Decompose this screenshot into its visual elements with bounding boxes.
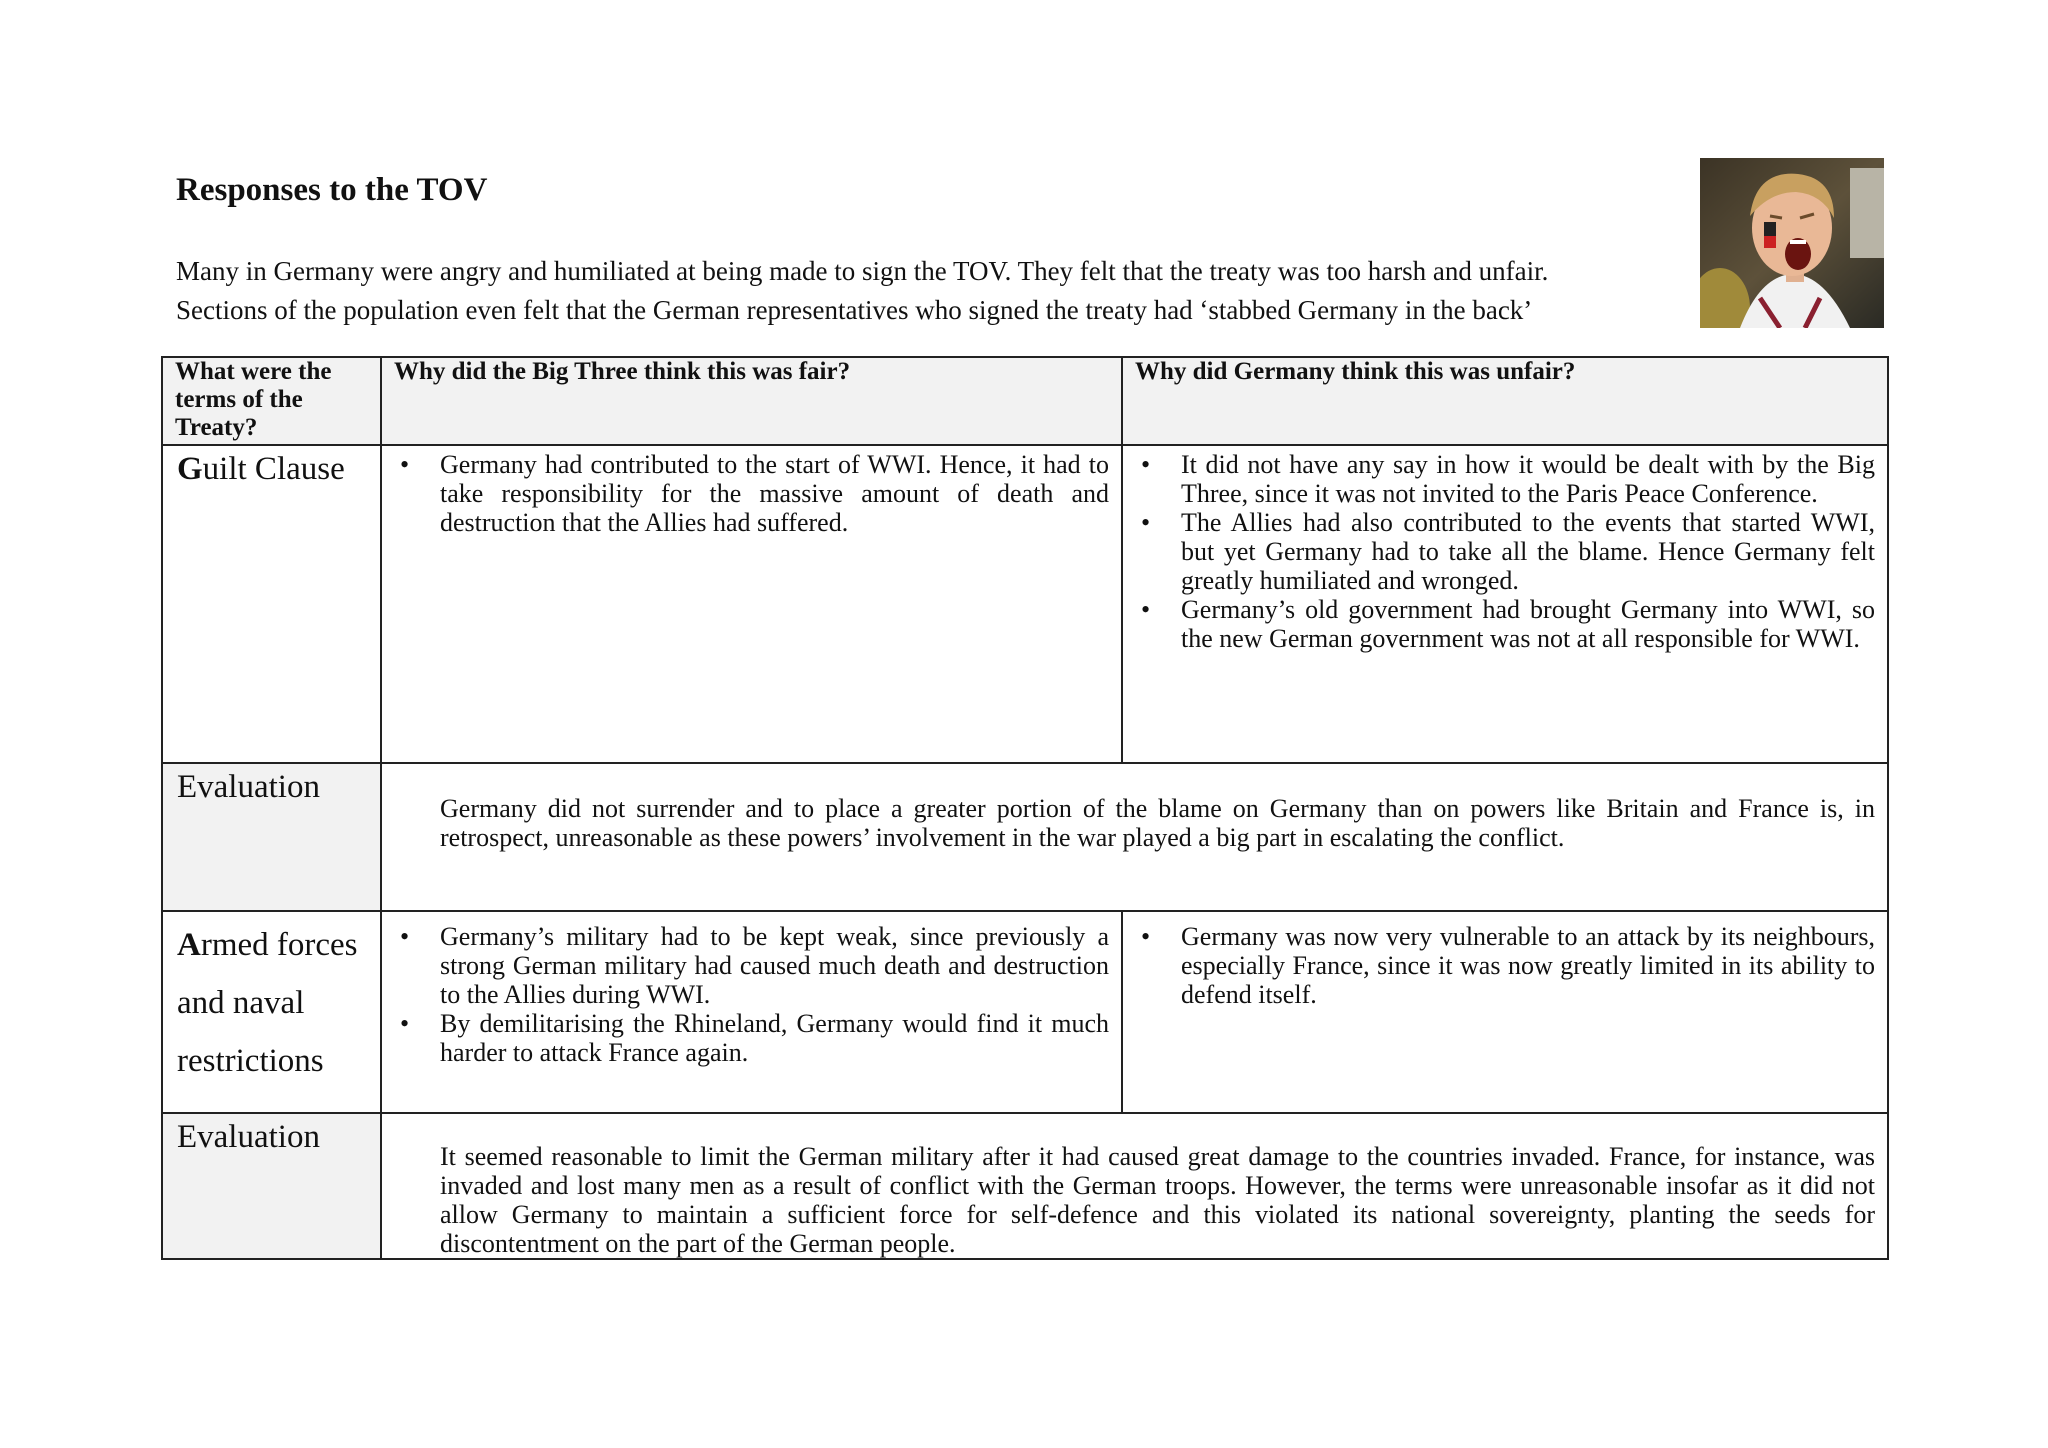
fair-cell bbox=[381, 911, 1122, 1113]
page-title: Responses to the TOV bbox=[176, 172, 488, 208]
evaluation-cell: It seemed reasonable to limit the German military after it had caused great damage to the countries invaded. France, for instance, was invaded and lost many men as a result of conflict with the German troops. However, the terms were unreasonable insofar as it did not allow Germany to maintain a sufficient force for self-defence and this violated its national sovereignty, planting the seeds for discontentment on the part of the German people. bbox=[381, 1113, 1888, 1259]
header-fair: Why did the Big Three think this was fair? bbox=[381, 357, 1122, 445]
unfair-cell bbox=[1122, 445, 1888, 763]
table-row-evaluation bbox=[162, 1113, 1888, 1259]
term-armed-forces: Armed forces and naval restrictions bbox=[162, 911, 381, 1113]
table-row-guilt-clause bbox=[162, 445, 1888, 763]
angry-boy-photo bbox=[1700, 158, 1884, 328]
term-guilt-clause: Guilt Clause bbox=[162, 445, 381, 763]
header-terms: What were the terms of the Treaty? bbox=[162, 357, 381, 445]
evaluation-label: Evaluation bbox=[162, 763, 381, 911]
list-item: • Germany’s old government had brought Germany into WWI, so the new German government was not at all responsible for WWI. bbox=[1123, 595, 1887, 653]
treaty-table bbox=[161, 356, 1889, 1260]
list-item: • Germany’s military had to be kept weak, since previously a strong German military had caused much death and destruction to the Allies during WWI. bbox=[382, 922, 1121, 1009]
table-row-evaluation bbox=[162, 763, 1888, 911]
fair-cell bbox=[381, 445, 1122, 763]
header-unfair: Why did Germany think this was unfair? bbox=[1122, 357, 1888, 445]
list-item: • Germany had contributed to the start of WWI. Hence, it had to take responsibility for the massive amount of death and destruction that the Allies had suffered. bbox=[382, 450, 1121, 537]
table-row-armed-forces bbox=[162, 911, 1888, 1113]
list-item: • The Allies had also contributed to the events that started WWI, but yet Germany had to take all the blame. Hence Germany felt greatly humiliated and wronged. bbox=[1123, 508, 1887, 595]
evaluation-cell: Germany did not surrender and to place a greater portion of the blame on Germany than on powers like Britain and France is, in retrospect, unreasonable as these powers’ involvement in the war played a big part in escalating the conflict. bbox=[381, 763, 1888, 911]
unfair-cell bbox=[1122, 911, 1888, 1113]
evaluation-label: Evaluation bbox=[162, 1113, 381, 1259]
table-header-row bbox=[162, 357, 1888, 445]
list-item: • It did not have any say in how it would be dealt with by the Big Three, since it was not invited to the Paris Peace Conference. bbox=[1123, 450, 1887, 508]
list-item: • Germany was now very vulnerable to an attack by its neighbours, especially France, since it was now greatly limited in its ability to defend itself. bbox=[1123, 922, 1887, 1009]
intro-line-2: Sections of the population even felt that the German representatives who signed the treaty had ‘stabbed Germany in the back’ bbox=[176, 295, 1533, 325]
intro-paragraph bbox=[176, 252, 1676, 330]
list-item: • By demilitarising the Rhineland, Germany would find it much harder to attack France again. bbox=[382, 1009, 1121, 1067]
intro-line-1: Many in Germany were angry and humiliated at being made to sign the TOV. They felt that the treaty was too harsh and unfair. bbox=[176, 256, 1549, 286]
